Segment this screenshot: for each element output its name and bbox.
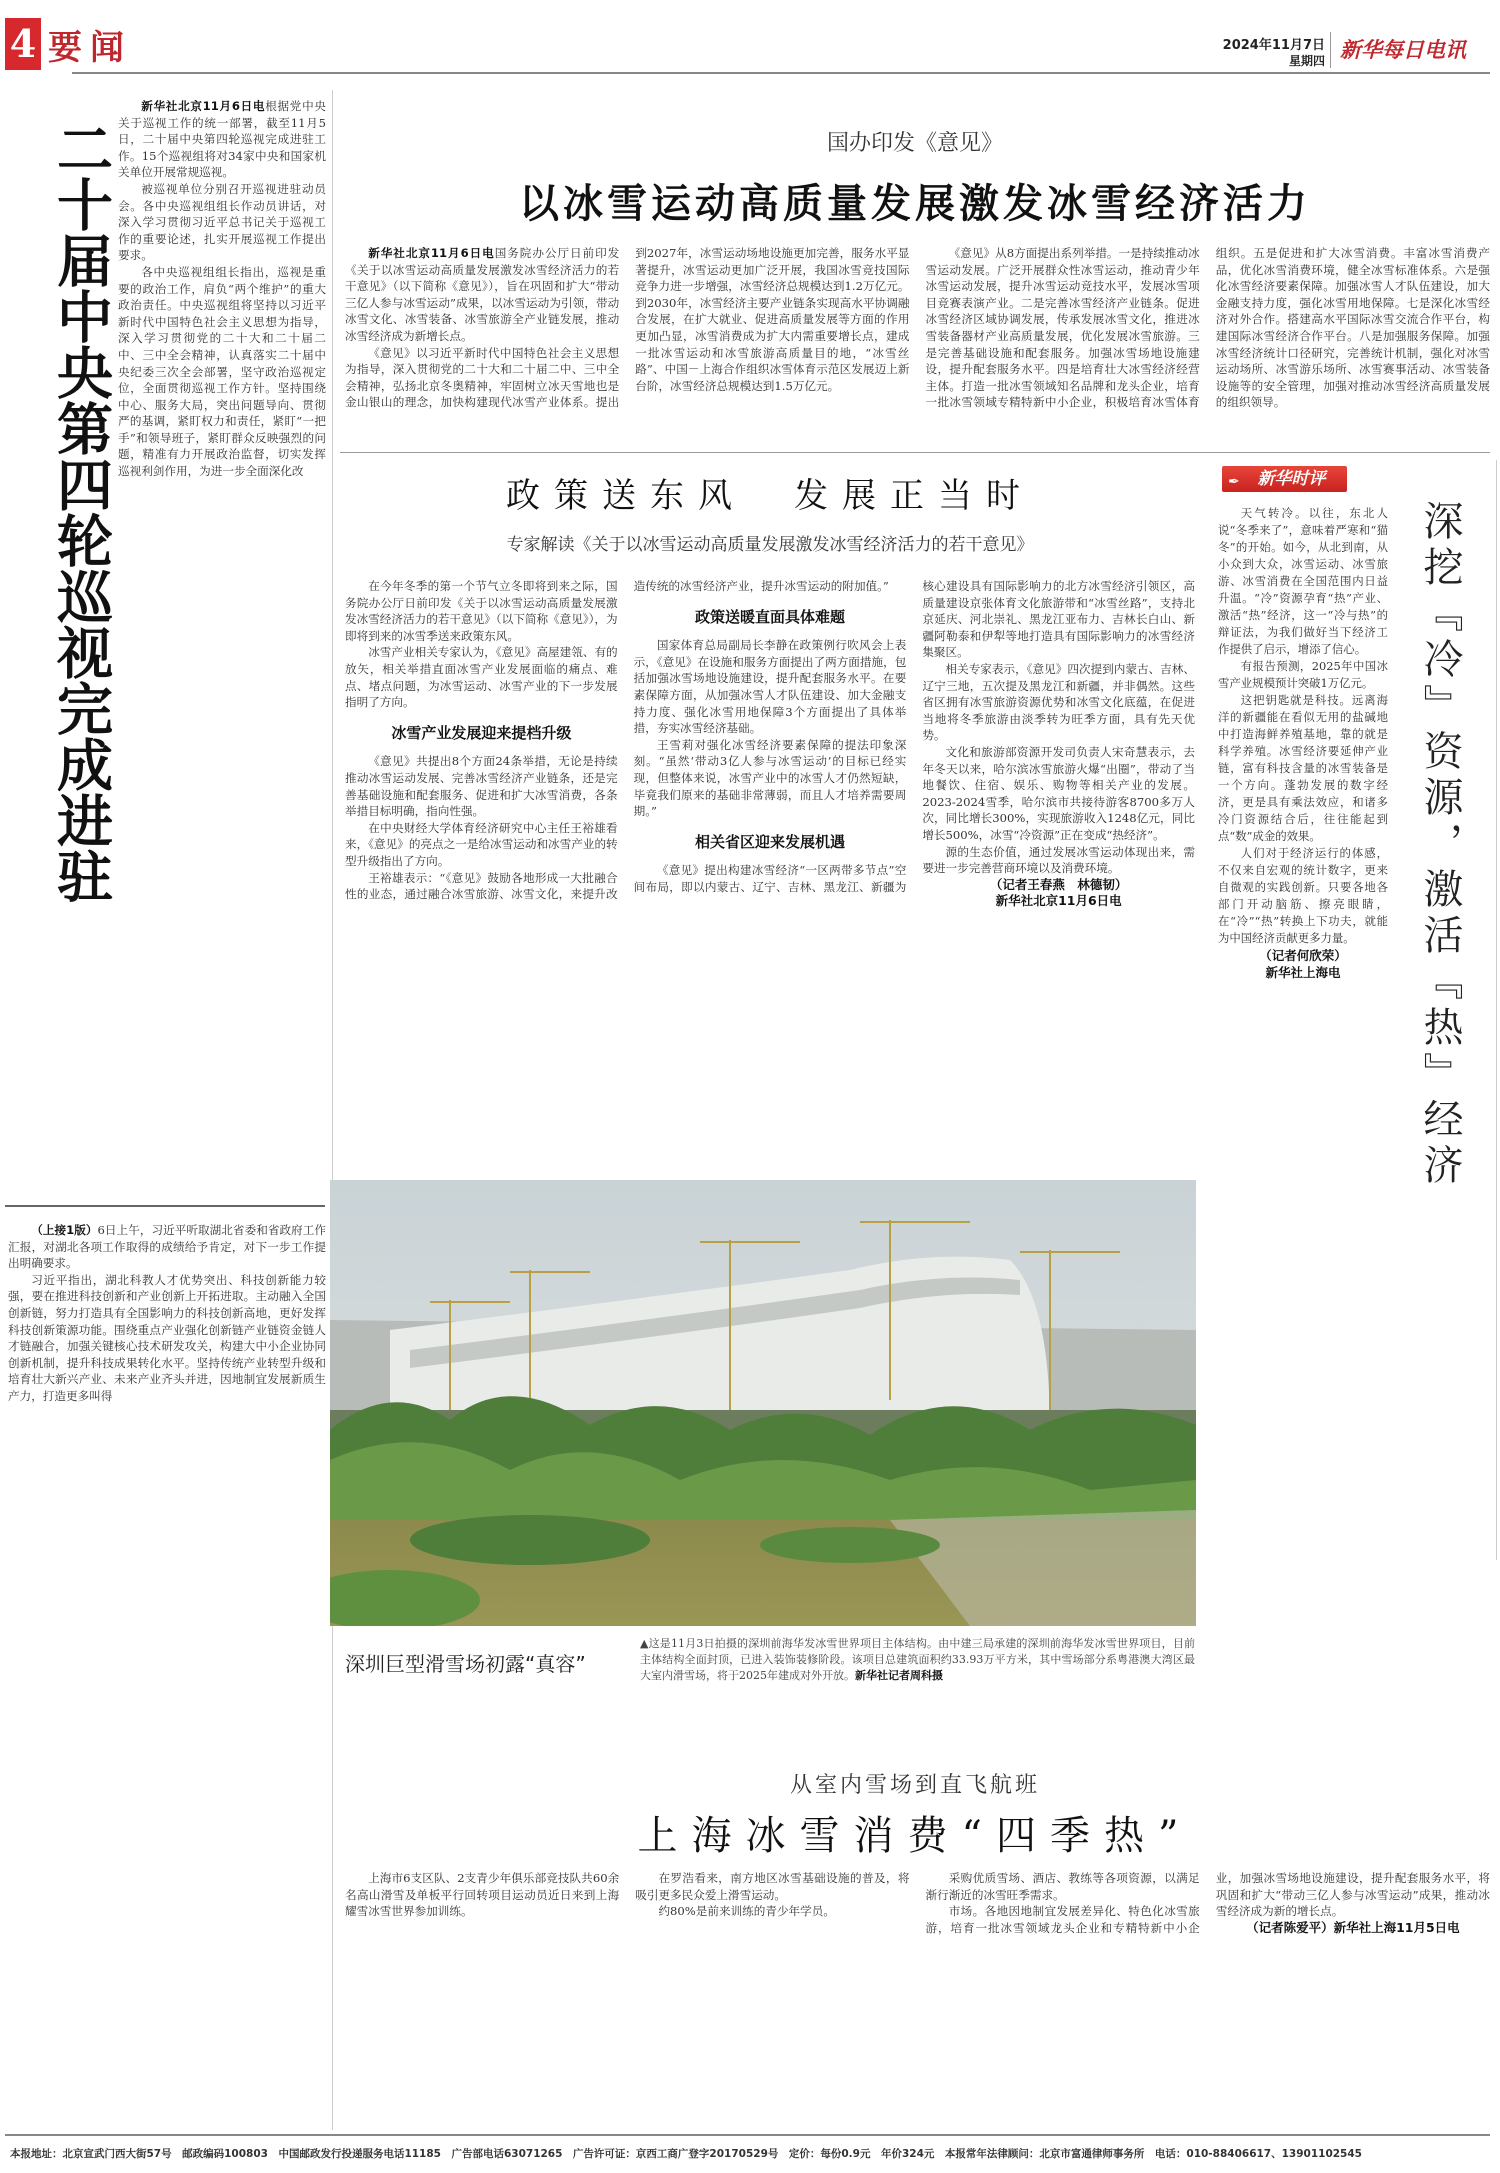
dateline: 新华社北京11月6日电 <box>368 246 495 260</box>
main-kicker: 国办印发《意见》 <box>826 131 1003 156</box>
shanghai-kicker: 从室内雪场到直飞航班 <box>789 1773 1040 1798</box>
policy-paragraph: 王裕雄表示：“《意见》鼓励各地形成一大批融合性的业态，通过融合冰雪旅游、冰雪文化，来提升改造传统的冰雪经济产业，提升冰雪运动的附加值。” <box>345 579 889 902</box>
policy-paragraph: 《意见》共提出8个方面24条举措，无论是持续推动冰雪运动发展、完善冰雪经济产业链条，还是完善基础设施和配套服务、促进和扩大冰雪消费，各条举措目标明确，指向性强。 <box>345 754 618 819</box>
shanghai-article <box>345 1870 1490 2125</box>
commentary-paragraph: 人们对于经济运行的体感，不仅来自宏观的统计数字，更来自微观的实践创新。只要各地各部门开动脑筋、擦亮眼睛，在“冷”“热”转换上下功夫，就能为中国经济贡献更多力量。 <box>1218 846 1388 945</box>
policy-dateline: 新华社北京11月6日电 <box>995 893 1122 909</box>
section-rule <box>340 452 1490 453</box>
commentary-paragraph: 天气转冷。以往，东北人说“冬季来了”，意味着严寒和“猫冬”的开始。如今，从北到南，从小众到大众，冰雪运动、冰雪旅游、冰雪消费在全国范围内日益升温。“冷”资源孕育“热”产业、激活“热”经济，这一“冷与热”的辩证法，为我们做好当下经济工作提供了启示，增添了信心。 <box>1218 506 1388 656</box>
commentary-title: 深挖『冷』资源，激活『热』经济 <box>1417 500 1463 1190</box>
left-divider <box>5 1205 325 1207</box>
commentary-badge-label: 新华时评 <box>1257 469 1326 489</box>
hubei-paragraph: 习近平指出，湖北科教人才优势突出、科技创新能力较强，要在推进科技创新和产业创新上开拓进取。主动融入全国创新链，努力打造具有全国影响力的科技创新高地，更好发挥科技创新策源功能。围绕重点产业强化创新链产业链资金链人才链融合，加强关键核心技术研发攻关，构建大中小企业协同创新机制，提升科技成果转化水平。坚持传统产业转型升级和培育壮大新兴产业、未来产业齐头并进，因地制宜发展新质生产力，打造更多叫得 <box>8 1272 326 1403</box>
pen-icon: ✒ <box>1228 474 1240 490</box>
photo-credit: 新华社记者周科摄 <box>855 1669 943 1682</box>
policy-subhead: 冰雪产业发展迎来提档升级 <box>391 723 572 742</box>
hubei-paragraph: （上接1版）6日上午，习近平听取湖北省委和省政府工作汇报，对湖北各项工作取得的成绩给予肯定，对下一步工作提出明确要求。 <box>8 1223 326 1271</box>
policy-paragraph: 冰雪产业相关专家认为，《意见》高屋建瓴、有的放矢，相关举措直面冰雪产业发展面临的痛点、难点、堵点问题，为冰雪运动、冰雪产业的下一步发展指明了方向。 <box>345 645 618 710</box>
section-title: 要闻 <box>48 28 132 68</box>
policy-paragraph: 在今年冬季的第一个节气立冬即将到来之际，国务院办公厅日前印发《关于以冰雪运动高质量发展激发冰雪经济活力的若干意见》（以下简称《意见》），为即将到来的冰雪季送来政策东风。 <box>345 579 618 643</box>
main-headline: 以冰雪运动高质量发展激发冰雪经济活力 <box>519 180 1311 227</box>
shanghai-paragraph: 约80%是前来训练的青少年学员。 <box>658 1904 835 1919</box>
photo-title: 深圳巨型滑雪场初露“真容” <box>345 1652 586 1676</box>
shanghai-paragraph: 采购优质雪场、酒店、教练等各项资源，以满足渐行渐近的冰雪旺季需求。 <box>925 1871 1200 1902</box>
commentary-paragraph: 有报告预测，2025年中国冰雪产业规模预计突破1万亿元。 <box>1218 659 1388 690</box>
dateline: 新华社北京11月6日电 <box>141 99 266 113</box>
commentary-paragraph: 这把钥匙就是科技。远离海洋的新疆能在看似无用的盐碱地中打造海鲜养殖基地，靠的就是科学养殖。冰雪经济要延伸产业链，富有科技含量的冰雪装备是一个方向。蓬勃发展的数字经济，更是具有乘法效应，和诸多冷门资源结合后，往往能起到点“数”成金的效果。 <box>1218 693 1388 843</box>
policy-paragraph: 源的生态价值，通过发展冰雪运动体现出来，需要进一步完善营商环境以及消费环境。 <box>922 844 1195 876</box>
policy-subhead: 政策送暖直面具体难题 <box>694 607 845 626</box>
policy-article <box>345 578 1195 1173</box>
issue-weekday: 星期四 <box>1288 54 1325 68</box>
continued-label: （上接1版） <box>31 1223 98 1237</box>
policy-reporters: （记者王春燕 林德韧） <box>989 876 1128 892</box>
ski-resort-photo <box>330 1180 1196 1626</box>
footer-info: 本报地址：北京宣武门西大街57号 邮政编码100803 中国邮政发行投递服务电话11185 广告部电话63071265 广告许可证：京西工商广登字20170529号 定价：每份0.9元 年价324元 本报常年法律顾问：北京市富通律师事务所 电话：010-88406617、13901102545 <box>10 2148 1362 2160</box>
header-rule <box>72 72 1490 74</box>
footer-rule <box>5 2134 1490 2136</box>
shanghai-paragraph: 在罗浩看来，南方地区冰雪基础设施的普及，将吸引更多民众爱上滑雪运动。 <box>635 1871 910 1902</box>
policy-paragraph: 文化和旅游部资源开发司负责人宋奇慧表示，去年冬天以来，哈尔滨冰雪旅游火爆“出圈”，带动了当地餐饮、住宿、娱乐、购物等相关产业的发展。2023-2024雪季，哈尔滨市共接待游客8700多万人次，同比增长300%，实现旅游收入1248亿元，同比增长500%，冰雪“冷资源”正在变成“热经济”。 <box>922 744 1195 842</box>
main-paragraph: 《意见》以习近平新时代中国特色社会主义思想为指导，深入贯彻党的二十大和二十届二中、三中全会精神，弘扬北京冬奥精神，牢固树立冰天雪地也是金山银山的理念，加快构建现代冰雪产业体系。提出到2027年，冰雪运动场地设施更加完善，服务水平显著提升，冰雪运动更加广泛开展，我国冰雪竞技国际竞争力进一步增强，冰雪经济总规模达到1.2万亿元。到2030年，冰雪经济主要产业链条实现高水平协调融合发展，在扩大就业、促进高质量发展等方面的作用更加凸显，冰雪消费成为扩大内需重要增长点，建成一批冰雪运动和冰雪旅游高质量目的地，“冰雪丝路”、中国－上海合作组织冰雪体育示范区发展迈上新台阶，冰雪经济总规模达到1.5万亿元。 <box>345 246 910 410</box>
issue-date: 2024年11月7日 <box>1222 38 1325 53</box>
commentary-divider <box>1496 460 1497 1560</box>
policy-headline: 政策送东风 发展正当时 <box>506 476 1034 516</box>
inspection-paragraph: 各中央巡视组组长指出，巡视是重要的政治工作，肩负“两个维护”的重大政治责任。中央巡视组将坚持以习近平新时代中国特色社会主义思想为指导，深入学习贯彻党的二十大和二十届二中、三中全会精神，认真落实二十届中央纪委三次全会部署，坚守政治巡视定位，全面贯彻巡视工作方针。坚持围绕中心、服务大局，突出问题导向、贯彻严的基调，紧盯权力和责任，紧盯“一把手”和领导班子，紧盯群众反映强烈的问题，精准有力开展政治监督，切实发挥巡视利剑作用，为进一步全面深化改 <box>118 264 326 479</box>
inspection-paragraph: 新华社北京11月6日电根据党中央关于巡视工作的统一部署，截至11月5日，二十届中央第四轮巡视完成进驻工作。15个巡视组将对34家中央和国家机关单位开展常规巡视。 <box>118 99 326 180</box>
caption-text: ▲这是11月3日拍摄的深圳前海华发冰雪世界项目主体结构。由中建三局承建的深圳前海华发冰雪世界项目，目前主体结构全面封顶，已进入装饰装修阶段。该项目总建筑面积约33.93万平方米，其中雪场部分系粤港澳大湾区最大室内滑雪场，将于2025年建成对外开放。 <box>640 1637 1195 1682</box>
commentary-article <box>1218 505 1388 981</box>
page-number-badge: 4 <box>5 18 41 70</box>
photo-caption <box>640 1636 1195 1684</box>
shanghai-paragraph: 上海市6支区队、2支青少年俱乐部竞技队共60余名高山滑雪及单板平行回转项目运动员近日来到上海耀雪冰雪世界参加训练。 <box>345 1871 620 1919</box>
inspection-headline: 二十届中央第四轮巡视完成进驻 <box>48 120 114 904</box>
commentary-reporter: （记者何欣荣） <box>1259 948 1347 963</box>
shanghai-paragraph: 市场。各地因地制宜发展差异化、特色化冰雪旅游，培育一批冰雪领域龙头企业和专精特新中小企业，加强冰雪场地设施建设，提升配套服务水平，将巩固和扩大“带动三亿人参与冰雪运动”成果，推动冰雪经济成为新的增长点。 <box>925 1871 1490 1935</box>
inspection-paragraph: 被巡视单位分别召开巡视进驻动员会。各中央巡视组组长作动员讲话，对深入学习贯彻习近平总书记关于巡视工作的重要论述，扎实开展巡视工作提出要求。 <box>118 181 326 263</box>
inspection-article <box>118 98 326 480</box>
main-paragraph: 《意见》从8方面提出系列举措。一是持续推动冰雪运动发展。广泛开展群众性冰雪运动，推动青少年冰雪运动发展，提升冰雪运动竞技水平，发展冰雪项目竞赛表演产业。二是完善冰雪经济产业链条。促进冰雪经济区域协调发展，传承发展冰雪文化，推进冰雪装备器材产业高质量发展，优化发展冰雪旅游。三是完善基础设施和配套服务。加强冰雪场地设施建设，提升配套服务水平。四是培育壮大冰雪经济经营主体。打造一批冰雪领域知名品牌和龙头企业，培育一批冰雪领域专精特新中小企业，积极培育冰雪体育组织。五是促进和扩大冰雪消费。丰富冰雪消费产品，优化冰雪消费环境，健全冰雪标准体系。六是强化冰雪经济要素保障。加强冰雪人才队伍建设，加大金融支持力度，强化冰雪用地保障。七是深化冰雪经济对外合作。搭建高水平国际冰雪交流合作平台，构建国际冰雪经济合作平台。八是加强服务保障。加强冰雪经济统计口径研究，完善统计机制，强化对冰雪运动场所、冰雪游乐场所、冰雪赛事活动、冰雪装备设施等的安全管理，加强对推动冰雪经济高质量发展的组织领导。 <box>925 246 1490 410</box>
policy-paragraph: 在中央财经大学体育经济研究中心主任王裕雄看来，《意见》的亮点之一是给冰雪运动和冰雪产业的转型升级指出了方向。 <box>345 820 618 868</box>
commentary-dateline: 新华社上海电 <box>1265 965 1341 980</box>
policy-paragraph: 国家体育总局副局长李静在政策例行吹风会上表示，《意见》在设施和服务方面提出了两方面措施，包括加强冰雪场地设施建设，提升配套服务水平。在要素保障方面，从加强冰雪人才队伍建设、加大金融支持力度、强化冰雪用地保障3个方面提出了具体举措，夯实冰雪经济基础。 <box>633 638 907 736</box>
main-paragraph: 新华社北京11月6日电国务院办公厅日前印发《关于以冰雪运动高质量发展激发冰雪经济活力的若干意见》（以下简称《意见》），旨在巩固和扩大“带动三亿人参与冰雪运动”成果，以冰雪运动为引领，带动冰雪文化、冰雪装备、冰雪旅游全产业链发展，推动冰雪经济成为新增长点。 <box>345 246 620 343</box>
shanghai-byline: （记者陈爱平）新华社上海11月5日电 <box>1246 1919 1460 1935</box>
policy-subheadline: 专家解读《关于以冰雪运动高质量发展激发冰雪经济活力的若干意见》 <box>506 535 1034 555</box>
header-divider <box>1330 32 1331 68</box>
policy-subhead: 相关省区迎来发展机遇 <box>694 832 845 851</box>
policy-paragraph: 王雪莉对强化冰雪经济要素保障的提法印象深刻。“虽然‘带动3亿人参与冰雪运动’的目标已经实现，但整体来说，冰雪产业中的冰雪人才仍然短缺，毕竟我们原来的基础非常薄弱，而且人才培养需要周期。” <box>633 737 907 819</box>
main-article <box>345 245 1490 445</box>
hubei-article <box>8 1222 326 1405</box>
policy-paragraph: 《意见》提出构建冰雪经济“一区两带多节点”空间布局，即以内蒙古、辽宁、吉林、黑龙江、新疆为核心建设具有国际影响力的北方冰雪经济引领区，高质量建设京张体育文化旅游带和“冰雪丝路”，支持北京延庆、河北崇礼、黑龙江亚布力、吉林长白山、新疆阿勒泰和伊犁等地打造具有国际影响力的冰雪经济集聚区。 <box>633 579 1195 894</box>
shanghai-headline: 上海冰雪消费“四季热” <box>637 1813 1193 1859</box>
commentary-badge <box>1222 466 1347 492</box>
policy-paragraph: 相关专家表示，《意见》四次提到内蒙古、吉林、辽宁三地，五次提及黑龙江和新疆，并非偶然。这些省区拥有冰雪旅游资源优势和冰雪文化底蕴，在促进当地将冬季旅游由淡季转为旺季方面，具有先天优势。 <box>922 661 1195 743</box>
column-divider <box>332 90 333 2130</box>
newspaper-logo: 新华每日电讯 <box>1340 37 1466 62</box>
